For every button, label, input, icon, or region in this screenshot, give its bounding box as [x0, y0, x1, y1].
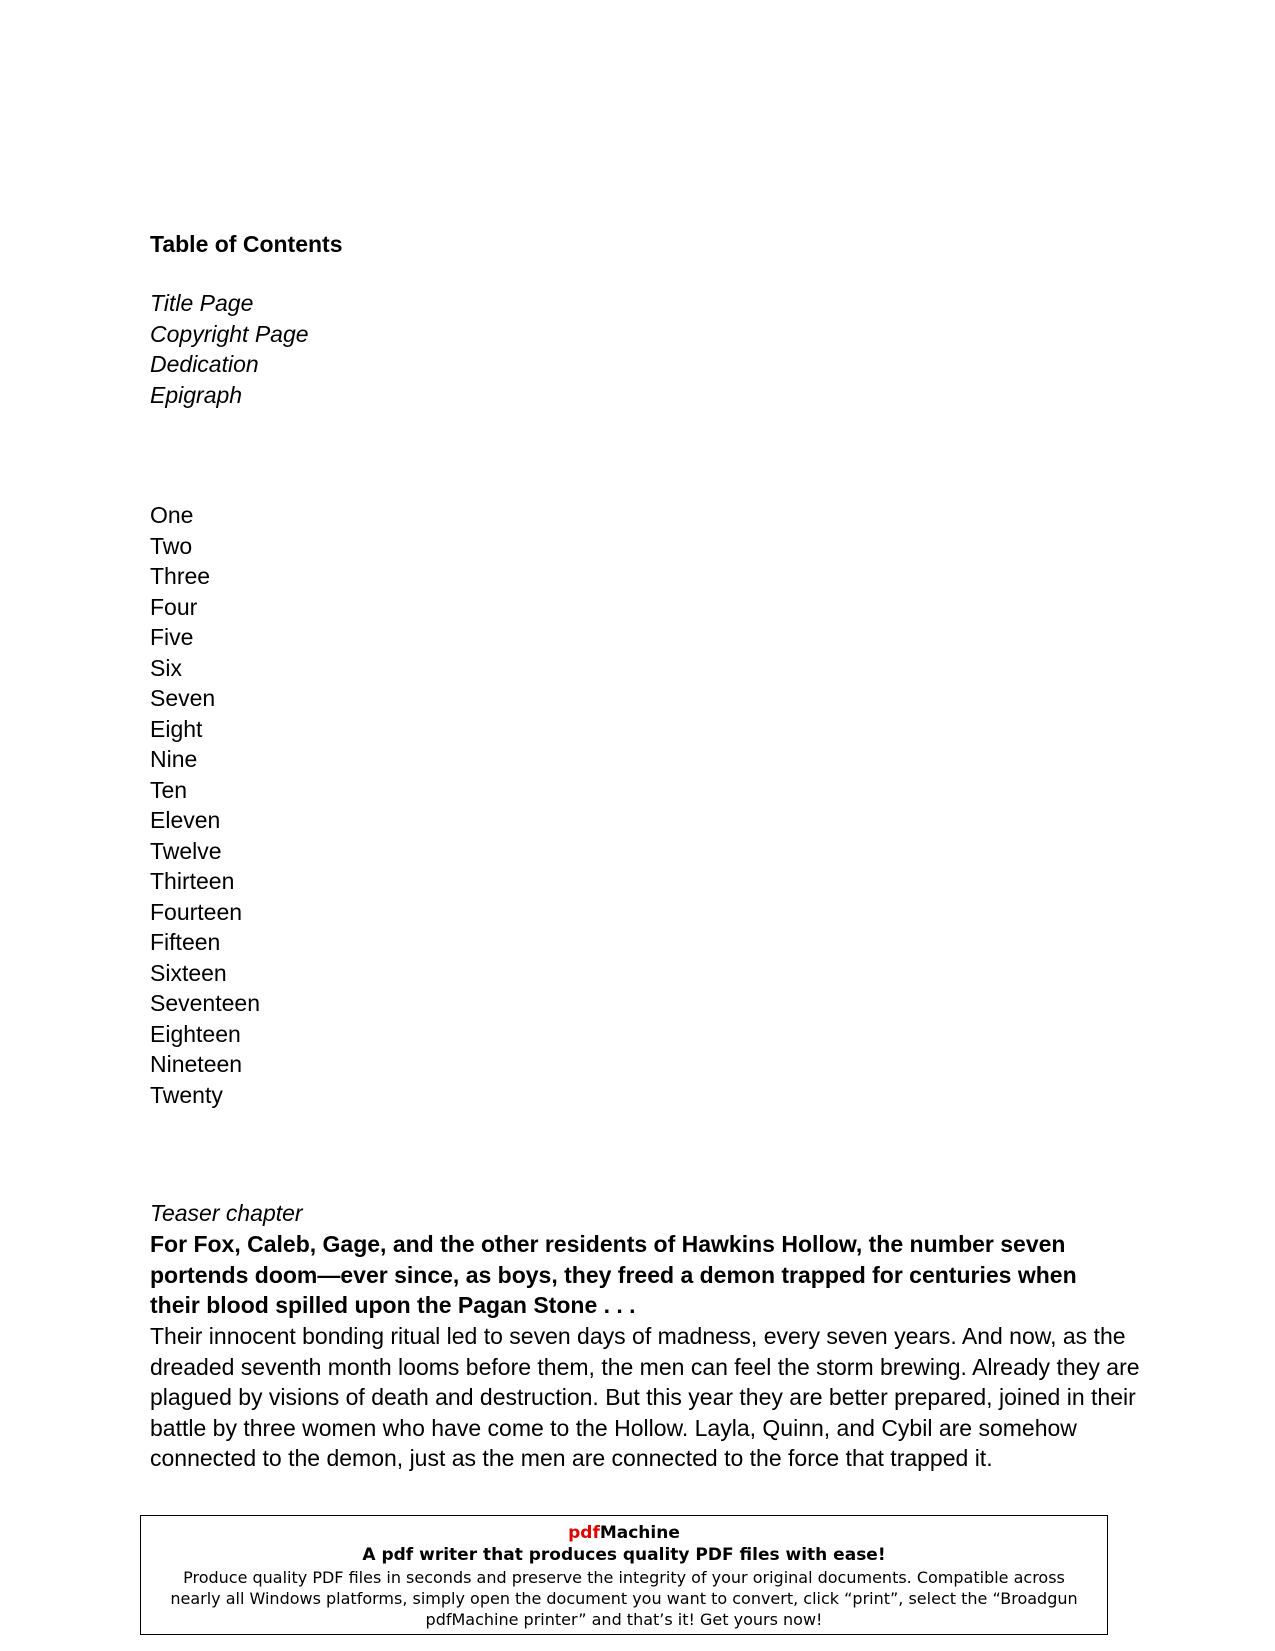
- toc-item-epigraph[interactable]: Epigraph: [150, 381, 243, 408]
- teaser-body-paragraph: Their innocent bonding ritual led to seven days of madness, every seven years. And now, as the dreaded seventh month looms before them, the men can feel the storm brewing. Already they are plagued by visions of death and destruction. But this year they are better prepared, joined in their battle by three women who have come to the Hollow. Layla, Quinn, and Cybil are somehow connected to the demon, just as the men are connected to the force that trapped it.: [150, 1323, 1140, 1471]
- toc-item-copyright-page[interactable]: Copyright Page: [150, 320, 309, 347]
- toc-chapter-item[interactable]: Eighteen: [150, 1020, 241, 1047]
- toc-chapter-item[interactable]: Five: [150, 624, 194, 650]
- toc-chapter-item[interactable]: Eleven: [150, 807, 221, 833]
- toc-chapter-item[interactable]: One: [150, 502, 194, 528]
- pdfmachine-brand: [141, 1522, 1107, 1544]
- toc-chapter-item[interactable]: Three: [150, 563, 211, 589]
- toc-chapter-item[interactable]: Nineteen: [150, 1051, 243, 1077]
- toc-chapter-item[interactable]: Twelve: [150, 837, 222, 864]
- toc-chapter-item[interactable]: Two: [150, 532, 193, 559]
- toc-chapter-item[interactable]: Fifteen: [150, 929, 221, 955]
- toc-chapter-item[interactable]: Nine: [150, 746, 198, 772]
- pdfmachine-description: Produce quality PDF files in seconds and preserve the integrity of your original documents. Compatible across nearly all Windows platforms, simply open the document you want to convert, click “print”, select the “Broadgun pdfMachine printer” and that’s it! Get yours now!: [170, 1568, 1078, 1629]
- toc-chapter-list: [150, 500, 260, 1110]
- toc-chapter-item[interactable]: Eight: [150, 715, 203, 742]
- teaser-chapter-link[interactable]: Teaser chapter: [150, 1200, 303, 1226]
- teaser-lead-paragraph: For Fox, Caleb, Gage, and the other residents of Hawkins Hollow, the number seven portends doom—ever since, as boys, they freed a demon trapped for centuries when their blood spilled upon the Pagan Stone . . .: [150, 1231, 1077, 1318]
- toc-front-matter: [150, 288, 309, 410]
- toc-chapter-item[interactable]: Seventeen: [150, 990, 260, 1016]
- toc-chapter-item[interactable]: Six: [150, 654, 182, 681]
- toc-chapter-item[interactable]: Thirteen: [150, 868, 235, 894]
- pdfmachine-ad-box[interactable]: [140, 1515, 1108, 1635]
- toc-item-dedication[interactable]: Dedication: [150, 351, 259, 377]
- brand-prefix: pdf: [568, 1523, 600, 1543]
- toc-chapter-item[interactable]: Four: [150, 593, 198, 620]
- brand-suffix: Machine: [599, 1523, 680, 1543]
- pdfmachine-tagline: A pdf writer that produces quality PDF files with ease!: [362, 1545, 886, 1565]
- toc-chapter-item[interactable]: Sixteen: [150, 959, 227, 986]
- toc-chapter-item[interactable]: Fourteen: [150, 898, 243, 925]
- toc-chapter-item[interactable]: Twenty: [150, 1081, 223, 1108]
- toc-heading: Table of Contents: [150, 231, 343, 257]
- toc-chapter-item[interactable]: Seven: [150, 685, 216, 711]
- toc-item-title-page[interactable]: Title Page: [150, 290, 254, 316]
- toc-chapter-item[interactable]: Ten: [150, 776, 188, 803]
